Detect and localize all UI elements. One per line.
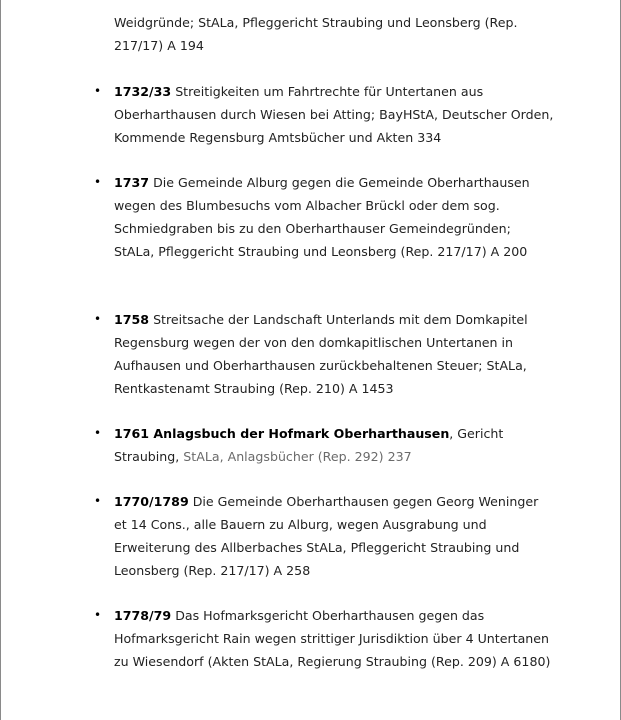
bullet-icon: • [94,175,102,189]
entry-text: Die Gemeinde Alburg gegen die Gemeinde Oberharthausen wegen des Blumbesuchs vom Albacher Brückl oder dem sog. Schmiedgraben bis zu den Oberharthauser Gemeindegründen; StALa, Pfleggericht Straubing und Leonsberg (Rep. 217/17) A 200 [114,175,530,259]
entry-text: Das Hofmarksgericht Oberharthausen gegen das Hofmarksgericht Rain wegen strittiger Jurisdiktion über 4 Untertanen zu Wiesendorf (Akten StALa, Regierung Straubing (Rep. 209) A 6180) [114,608,551,669]
bullet-icon: • [94,608,102,622]
list-item [94,80,554,149]
entry-text-archive: StALa, Anlagsbücher (Rep. 292) 237 [183,449,412,464]
list-item [94,422,554,468]
bullet-icon: • [94,84,102,98]
entry-text: Streitigkeiten um Fahrtrechte für Untertanen aus Oberharthausen durch Wiesen bei Atting; BayHStA, Deutscher Orden, Kommende Regensburg Amtsbücher und Akten 334 [114,84,554,145]
list-item [94,490,554,582]
entry-text: Die Gemeinde Oberharthausen gegen Georg Weninger et 14 Cons., alle Bauern zu Alburg, wegen Ausgrabung und Erweiterung des Allberbaches StALa, Pfleggericht Straubing und Leonsberg (Rep. 217/17) A 258 [114,494,539,578]
list-item [94,308,554,400]
entry-text: Streitsache der Landschaft Unterlands mit dem Domkapitel Regensburg wegen der von den domkapitlischen Untertanen in Aufhausen und Oberharthausen zurückbehaltenen Steuer; StALa, Rentkastenamt Straubing (Rep. 210) A 1453 [114,312,528,396]
entry-year: 1758 [114,312,150,327]
entry-year: 1778/79 [114,608,172,623]
list-item [94,171,554,263]
continued-paragraph: Weidgründe; StALa, Pfleggericht Straubing und Leonsberg (Rep. 217/17) A 194 [114,15,518,53]
entry-year: 1737 [114,175,150,190]
bullet-icon: • [94,426,102,440]
entry-text: , Gericht Straubing, [114,426,504,464]
list-item [94,604,554,673]
bullet-icon: • [94,494,102,508]
bullet-icon: • [94,312,102,326]
entry-year: 1732/33 [114,84,172,99]
entry-year: 1761 Anlagsbuch der Hofmark Oberharthausen [114,426,450,441]
entry-year: 1770/1789 [114,494,189,509]
